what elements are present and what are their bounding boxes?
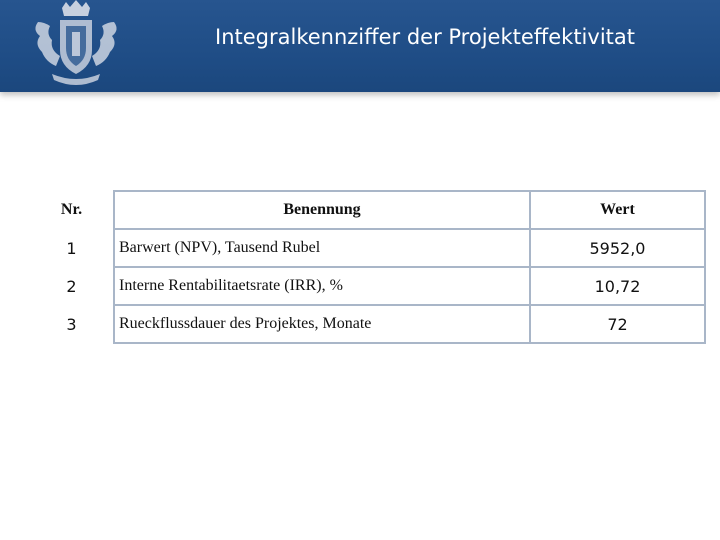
row-name: Interne Rentabilitaetsrate (IRR), % [114, 267, 530, 305]
row-name: Rueckflussdauer des Projektes, Monate [114, 305, 530, 343]
row-value: 72 [530, 305, 705, 343]
column-header-benennung: Benennung [114, 191, 530, 229]
header-bar [0, 0, 720, 92]
efficiency-table [30, 190, 706, 344]
table-header-row [30, 191, 705, 229]
row-value: 5952,0 [530, 229, 705, 267]
table-row [30, 305, 705, 343]
table-row [30, 229, 705, 267]
row-number: 1 [66, 238, 77, 258]
coat-of-arms-icon [26, 0, 126, 100]
column-header-wert: Wert [530, 191, 705, 229]
table-row [30, 267, 705, 305]
row-number: 3 [66, 314, 77, 334]
column-header-nr: Nr. [60, 201, 83, 218]
row-value: 10,72 [530, 267, 705, 305]
row-number: 2 [66, 276, 77, 296]
row-name: Barwert (NPV), Tausend Rubel [114, 229, 530, 267]
page-title: Integralkennziffer der Projekteffektivitat [215, 25, 635, 49]
